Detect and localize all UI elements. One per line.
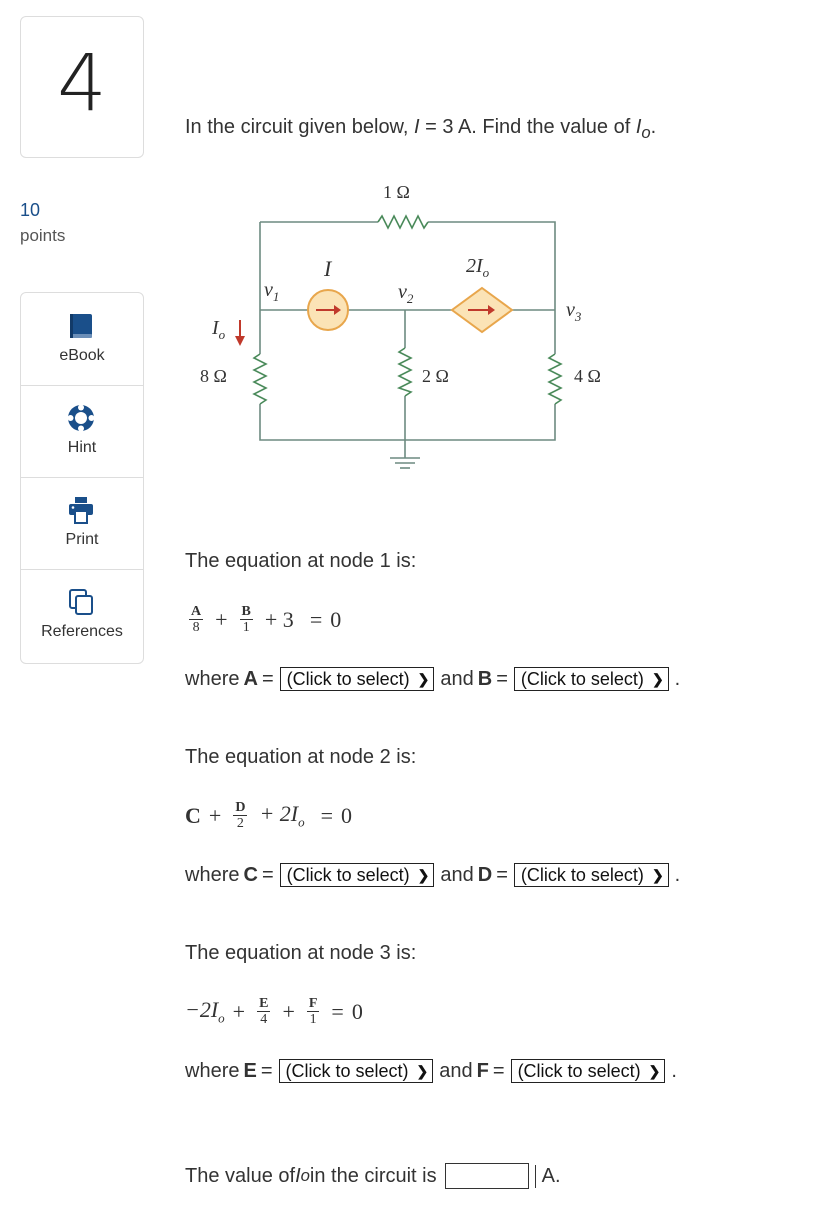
references-button[interactable] (21, 569, 143, 661)
node3-where: where E = (Click to select) ❯ and F = (Click to select) ❯ . (185, 1059, 677, 1082)
chevron-down-icon: ❯ (651, 866, 664, 883)
tools-panel (20, 292, 144, 664)
resistor-4ohm (549, 354, 561, 404)
dependent-source (452, 288, 512, 332)
label-source-i: I (324, 256, 332, 281)
node2-equation: C + $\frac{D}{2}$ + $2I_o$ = 0 (185, 800, 353, 831)
chevron-down-icon: ❯ (648, 1062, 661, 1079)
references-icon (66, 587, 96, 617)
select-d[interactable]: (Click to select) ❯ (514, 863, 669, 887)
print-label: Print (65, 531, 99, 548)
node1-heading: The equation at node 1 is: (185, 550, 417, 572)
resistor-8ohm (254, 354, 266, 404)
ground-symbol (390, 458, 420, 468)
label-dependent: $2I_o$ (466, 255, 490, 280)
chevron-down-icon: ❯ (417, 866, 430, 883)
label-v2: $v_2$ (398, 281, 414, 306)
lifebuoy-icon (66, 403, 96, 433)
question-prompt: In the circuit given below, I = 3 A. Find the value of $I_o$. (185, 116, 657, 142)
book-icon (66, 311, 96, 341)
label-io: $I_o$ (212, 317, 226, 342)
label-v3: $v_3$ (566, 299, 582, 324)
printer-icon (66, 495, 96, 525)
points-value: 10 (20, 200, 41, 220)
select-b[interactable]: (Click to select) ❯ (514, 667, 669, 691)
question-number-box (20, 16, 144, 158)
circuit-diagram (190, 178, 630, 488)
node2-heading: The equation at node 2 is: (185, 746, 417, 768)
select-c[interactable]: (Click to select) ❯ (280, 863, 435, 887)
label-2ohm: 2 Ω (422, 366, 449, 386)
select-a[interactable]: (Click to select) ❯ (280, 667, 435, 691)
select-f[interactable]: (Click to select) ❯ (511, 1059, 666, 1083)
hint-button[interactable] (21, 385, 143, 478)
resistor-1ohm (378, 216, 428, 228)
label-1ohm: 1 Ω (383, 182, 410, 202)
chevron-down-icon: ❯ (651, 670, 664, 687)
chevron-down-icon: ❯ (416, 1062, 429, 1079)
answer-input[interactable] (445, 1163, 529, 1189)
node3-heading: The equation at node 3 is: (185, 942, 417, 964)
chevron-down-icon: ❯ (417, 670, 430, 687)
node1-equation: $\frac{A}{8}$ + $\frac{B}{1}$ + 3 = 0 (191, 604, 342, 635)
ebook-label: eBook (59, 347, 105, 364)
hint-label: Hint (67, 439, 97, 456)
current-source (308, 290, 348, 330)
node3-equation: $-2I_o$ + $\frac{E}{4}$ + $\frac{F}{1}$ = 0 (185, 996, 363, 1027)
question-number: 4 (57, 39, 107, 129)
label-4ohm: 4 Ω (574, 366, 601, 386)
node2-where: where C = (Click to select) ❯ and D = (Click to select) ❯ . (185, 863, 681, 886)
answer-row: The value of I o in the circuit is A. (185, 1163, 561, 1189)
label-8ohm: 8 Ω (200, 366, 227, 386)
select-e[interactable]: (Click to select) ❯ (279, 1059, 434, 1083)
ebook-button[interactable] (21, 293, 143, 386)
circuit-wires (260, 222, 555, 458)
references-label: References (41, 623, 123, 640)
io-arrow (235, 320, 245, 346)
unit-label: A. (535, 1165, 561, 1188)
points-label: points (20, 226, 66, 245)
node1-where: where A = (Click to select) ❯ and B = (Click to select) ❯ . (185, 667, 681, 690)
resistor-2ohm (399, 348, 411, 396)
print-button[interactable] (21, 477, 143, 570)
label-v1: $v_1$ (264, 279, 280, 304)
